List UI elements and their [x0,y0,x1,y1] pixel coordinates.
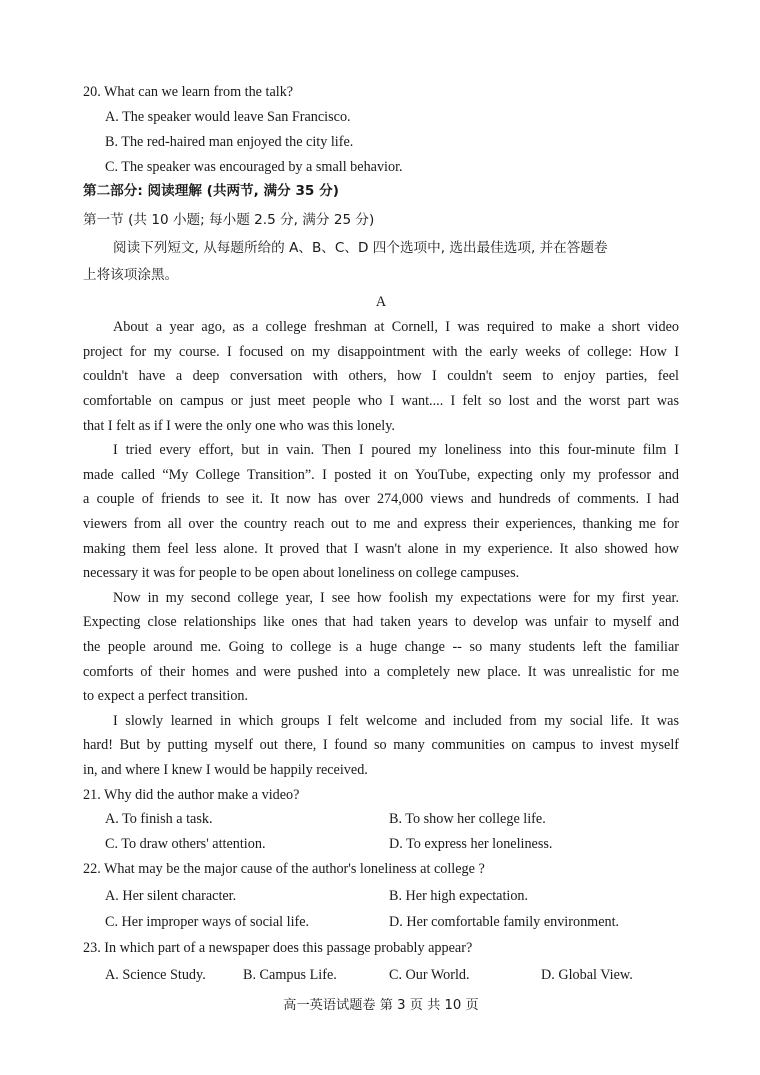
q22-stem: 22. What may be the major cause of the author's loneliness at college ? [83,861,485,877]
q21-option-b: B. To show her college life. [389,811,546,827]
passage-line: making them feel less alone. It proved that I wasn't alone in my experience. It also showed how [83,541,679,557]
q23-option-a: A. Science Study. [105,967,206,983]
passage-line: project for my course. I focused on my disappointment with the early weeks of college: How I [83,344,679,360]
passage-line: About a year ago, as a college freshman at Cornell, I was required to make a short video [113,319,679,335]
passage-line: hard! But by putting myself out there, I found so many communities on campus to invest myself [83,737,679,753]
q20-option-b: B. The red-haired man enjoyed the city life. [105,134,354,150]
instructions-line-1: 阅读下列短文, 从每题所给的 A、B、C、D 四个选项中, 选出最佳选项, 并在答题卷 [113,240,608,256]
q22-option-a: A. Her silent character. [105,888,237,904]
passage-line: I slowly learned in which groups I felt welcome and included from my social life. It was [113,713,679,729]
passage-line: that I felt as if I were the only one who was this lonely. [83,418,395,434]
page-footer: 高一英语试题卷 第 3 页 共 10 页 [283,998,479,1013]
passage-line: I tried every effort, but in vain. Then I poured my loneliness into this four-minute film I [113,442,679,458]
q21-option-c: C. To draw others' attention. [105,836,266,852]
q21-option-d: D. To express her loneliness. [389,836,553,852]
passage-line: a couple of friends to see it. It now has over 274,000 views and hundreds of comments. I had [83,491,679,507]
passage-line: Expecting close relationships like ones that had taken years to develop was unfair to myself and [83,614,679,630]
q20-option-c: C. The speaker was encouraged by a small behavior. [105,159,403,175]
passage-line: comforts of their homes and were pushed into a completely new place. It was unrealistic for me [83,664,679,680]
passage-line: the people around me. Going to college is a huge change -- so many students left the familiar [83,639,679,655]
part2-title: 第二部分: 阅读理解 (共两节, 满分 35 分) [83,183,339,199]
q23-option-c: C. Our World. [389,967,470,983]
passage-line: couldn't have a deep conversation with others, how I couldn't seem to enjoy parties, feel [83,368,679,384]
passage-line: Now in my second college year, I see how foolish my expectations were for my first year. [113,590,679,606]
q22-option-c: C. Her improper ways of social life. [105,914,310,930]
passage-label: A [375,294,387,310]
passage-line: viewers from all over the country reach out to me and express their experiences, thanking me for [83,516,679,532]
section1-title: 第一节 (共 10 小题; 每小题 2.5 分, 满分 25 分) [83,212,375,228]
passage-line: necessary it was for people to be open about loneliness on college campuses. [83,565,520,581]
q23-option-b: B. Campus Life. [243,967,337,983]
q21-stem: 21. Why did the author make a video? [83,787,300,803]
q22-option-d: D. Her comfortable family environment. [389,914,620,930]
q20-option-a: A. The speaker would leave San Francisco. [105,109,351,125]
q21-option-a: A. To finish a task. [105,811,213,827]
passage-line: in, and where I knew I would be happily received. [83,762,368,778]
passage-line: to expect a perfect transition. [83,688,249,704]
q23-option-d: D. Global View. [541,967,633,983]
passage-line: comfortable on campus or just meet people who I want.... I felt so lost and the worst part was [83,393,679,409]
instructions-line-2: 上将该项涂黑。 [83,267,179,283]
q23-stem: 23. In which part of a newspaper does this passage probably appear? [83,940,473,956]
passage-line: made called “My College Transition”. I posted it on YouTube, expecting only my professor and [83,467,679,483]
q22-option-b: B. Her high expectation. [389,888,529,904]
q20-stem: 20. What can we learn from the talk? [83,84,294,100]
